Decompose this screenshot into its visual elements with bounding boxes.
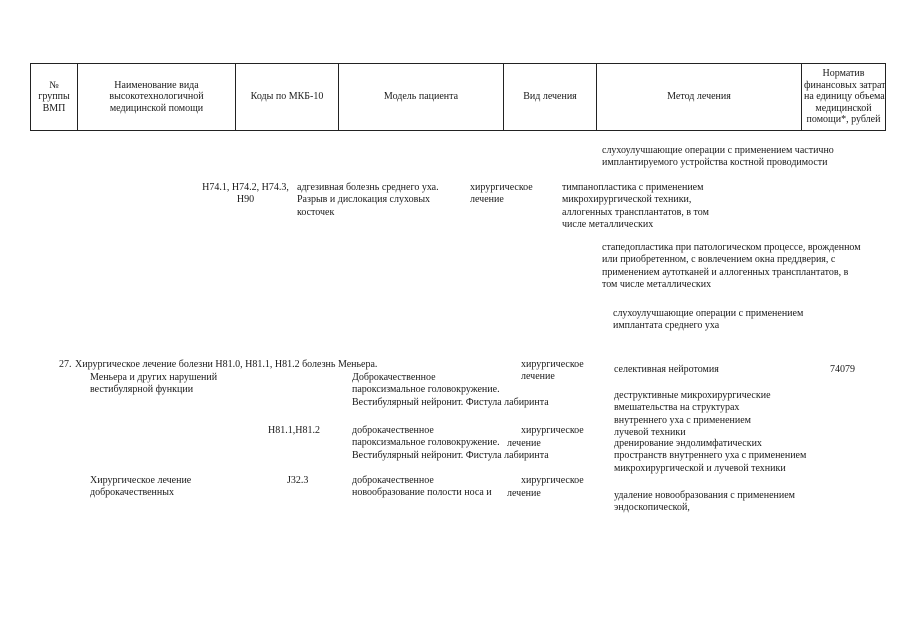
cost-norm-value: 74079 (830, 364, 855, 375)
patient-model-adhesive-otitis: адгезивная болезнь среднего уха. Разрыв и дислокация слуховых косточек (297, 182, 439, 218)
method-endoscopic-removal: удаление новообразования с применением эндоскопической, (614, 490, 795, 514)
treatment-type-treatment-27b: лечение (507, 438, 541, 449)
method-endolymphatic-drainage: дренирование эндолимфатических пространств внутреннего уха с применением микрохирургической и лучевой техники (614, 438, 807, 474)
method-middle-ear-implant: слухоулучшающие операции с применением имплантата среднего уха (613, 308, 804, 332)
method-destructive-microsurgery: деструктивные микрохирургические вмешательства на структурах внутреннего уха с применением лучевой техники (614, 390, 771, 439)
treatment-type-surgical-27: хирургическое лечение (521, 359, 584, 383)
treatment-type-surgical-27c: хирургическое (521, 475, 584, 486)
header-cost-norm: Норматив финансовых затрат на единицу объема медицинской помощи*, рублей (802, 64, 886, 131)
icd-codes-h81: H81.1,H81.2 (268, 425, 320, 436)
header-icd-codes: Коды по МКБ-10 (236, 64, 339, 131)
icd-codes-h74: H74.1, H74.2, H74.3, H90 (202, 182, 289, 206)
group-27-name-rest: Меньера и других нарушений вестибулярной функции (90, 372, 218, 396)
group-27-name-2: Хирургическое лечение доброкачественных (90, 475, 192, 499)
group-27-name-line1: Хирургическое лечение болезни H81.0, H81.1, H81.2 болезнь Меньера. (75, 359, 378, 370)
treatment-type-treatment-27c: лечение (507, 488, 541, 499)
group-number-27: 27. (59, 359, 72, 370)
icd-code-j32: J32.3 (287, 475, 309, 486)
table-header (30, 63, 886, 131)
method-stapedoplasty: стапедопластика при патологическом процессе, врожденном или приобретенном, с вовлечением окна преддверия, с применением аутотканей и аллогенных трансплантатов, в том числе металлических (602, 242, 861, 291)
patient-model-meniere: Доброкачественное пароксизмальное головокружение. Вестибулярный нейронит. Фистула лабиринта (352, 372, 549, 408)
method-selective-neurotomy: селективная нейротомия (614, 364, 719, 375)
header-patient-model: Модель пациента (339, 64, 504, 131)
header-treatment-method: Метод лечения (597, 64, 802, 131)
patient-model-vertigo: доброкачественное пароксизмальное головокружение. Вестибулярный нейронит. Фистула лабиринта (352, 425, 549, 461)
method-tympanoplasty: тимпанопластика с применением микрохирургической техники, аллогенных трансплантатов, в том числе металлических (562, 182, 709, 231)
header-treatment-type: Вид лечения (504, 64, 597, 131)
treatment-type-surgical-27b: хирургическое (521, 425, 584, 436)
header-group-number: № группы ВМП (31, 64, 78, 131)
patient-model-nasal-tumor: доброкачественное новообразование полости носа и (352, 475, 492, 499)
treatment-type-surgical: хирургическое лечение (470, 182, 533, 206)
method-hearing-bone-conduction: слухоулучшающие операции с применением частично имплантируемого устройства костной проводимости (602, 145, 834, 169)
header-care-type-name: Наименование вида высокотехнологичной медицинской помощи (78, 64, 236, 131)
